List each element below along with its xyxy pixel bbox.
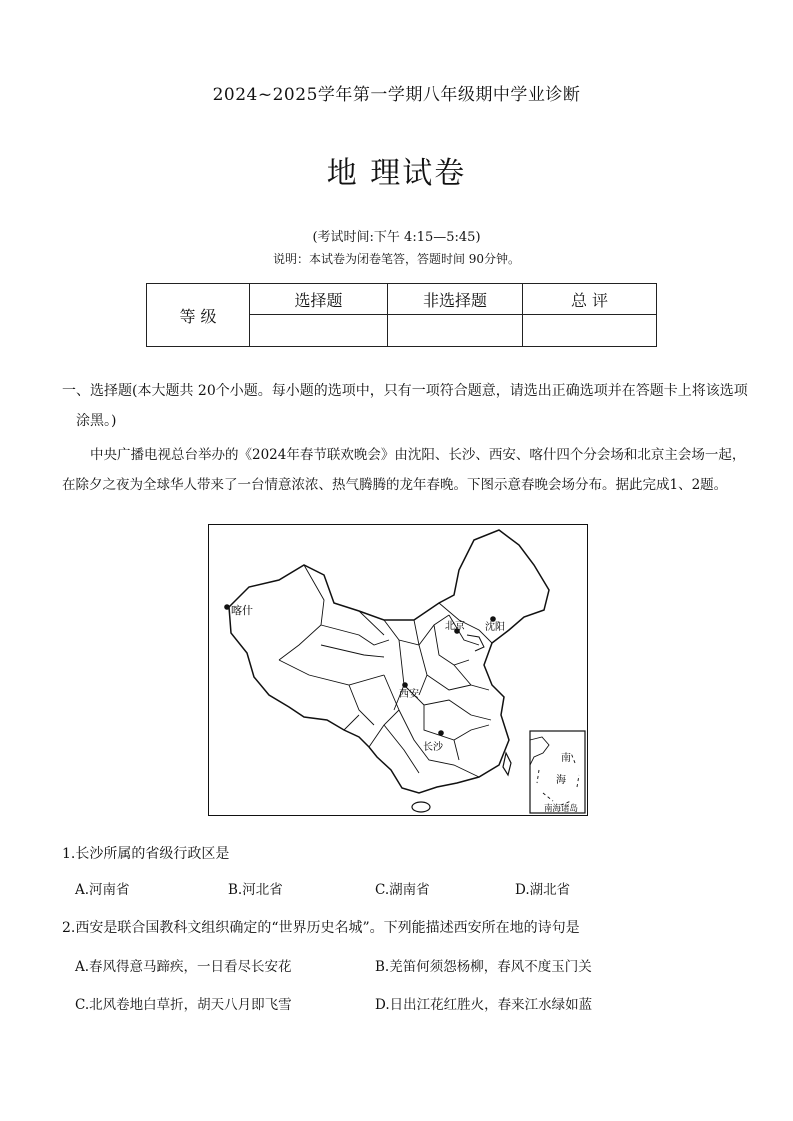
hainan-island — [412, 802, 430, 812]
grade-table — [146, 283, 657, 347]
exam-time: (考试时间:下午 4:15—5:45) — [312, 230, 481, 245]
question-2-option-a[interactable]: A.春风得意马蹄疾，一日看尽长安花 — [75, 959, 292, 975]
changsha-label: 长沙 — [423, 742, 443, 753]
beijing-label: 北京 — [445, 621, 465, 632]
page-title: 地 理试卷 — [326, 156, 467, 191]
section-1-line-2: 涂黑。) — [76, 413, 117, 429]
question-2-stem: 2.西安是联合国教科文组织确定的“世界历史名城”。下列能描述西安所在地的诗句是 — [62, 920, 580, 936]
grade-cell-total[interactable] — [523, 315, 657, 347]
province-boundaries — [279, 565, 492, 777]
xian-dot — [402, 682, 408, 688]
china-map-svg — [209, 525, 586, 814]
china-outline — [229, 530, 549, 793]
grade-col-choice: 选择题 — [250, 284, 388, 315]
section-1-line-1: 一、选择题(本大题共 20个小题。每小题的选项中，只有一项符合题意，请选出正确选项并在答题卡上将该选项 — [62, 383, 748, 399]
section-1-instructions — [62, 376, 762, 436]
grade-cell-choice[interactable] — [250, 315, 388, 347]
question-1-stem: 1.长沙所属的省级行政区是 — [62, 846, 230, 862]
shenyang-label: 沈阳 — [485, 622, 505, 633]
question-1-option-a[interactable]: A.河南省 — [75, 882, 130, 898]
reading-passage: 中央广播电视总台举办的《2024年春节联欢晚会》由沈阳、长沙、西安、喀什四个分会场和北京主会场一起，在除夕之夜为全球华人带来了一台情意浓浓、热气腾腾的龙年春晚。下图示意春晚会场分布。据此完成1、2题。 — [62, 447, 746, 493]
inset-label-south: 南 — [561, 753, 571, 764]
question-1-option-b[interactable]: B.河北省 — [228, 882, 283, 898]
question-1-option-d[interactable]: D.湖北省 — [515, 882, 571, 898]
changsha-dot — [438, 730, 444, 736]
question-2-option-b[interactable]: B.羌笛何须怨杨柳，春风不度玉门关 — [375, 959, 592, 975]
exam-header: 2024~2025学年第一学期八年级期中学业诊断 — [212, 85, 581, 105]
bohai-coast — [467, 635, 484, 651]
grade-col-total: 总 评 — [523, 284, 657, 315]
kashgar-dot — [224, 604, 230, 610]
taiwan-island — [503, 753, 511, 775]
kashgar-label: 喀什 — [231, 604, 253, 617]
question-2-option-c[interactable]: C.北风卷地白草折，胡天八月即飞雪 — [75, 997, 292, 1013]
xian-label: 西安 — [399, 689, 419, 700]
grade-col-nonchoice: 非选择题 — [388, 284, 523, 315]
question-2-option-d[interactable]: D.日出江花红胜火，春来江水绿如蓝 — [375, 997, 593, 1013]
question-1-option-c[interactable]: C.湖南省 — [375, 882, 430, 898]
shenyang-dot — [490, 616, 496, 622]
china-map-figure — [208, 524, 588, 816]
exam-note: 说明：本试卷为闭卷笔答，答题时间 90分钟。 — [272, 252, 521, 266]
inset-label-islands: 南海诸岛 — [544, 804, 579, 814]
inset-label-sea: 海 — [556, 775, 566, 786]
grade-cell-nonchoice[interactable] — [388, 315, 523, 347]
grade-row-label: 等 级 — [147, 284, 250, 347]
